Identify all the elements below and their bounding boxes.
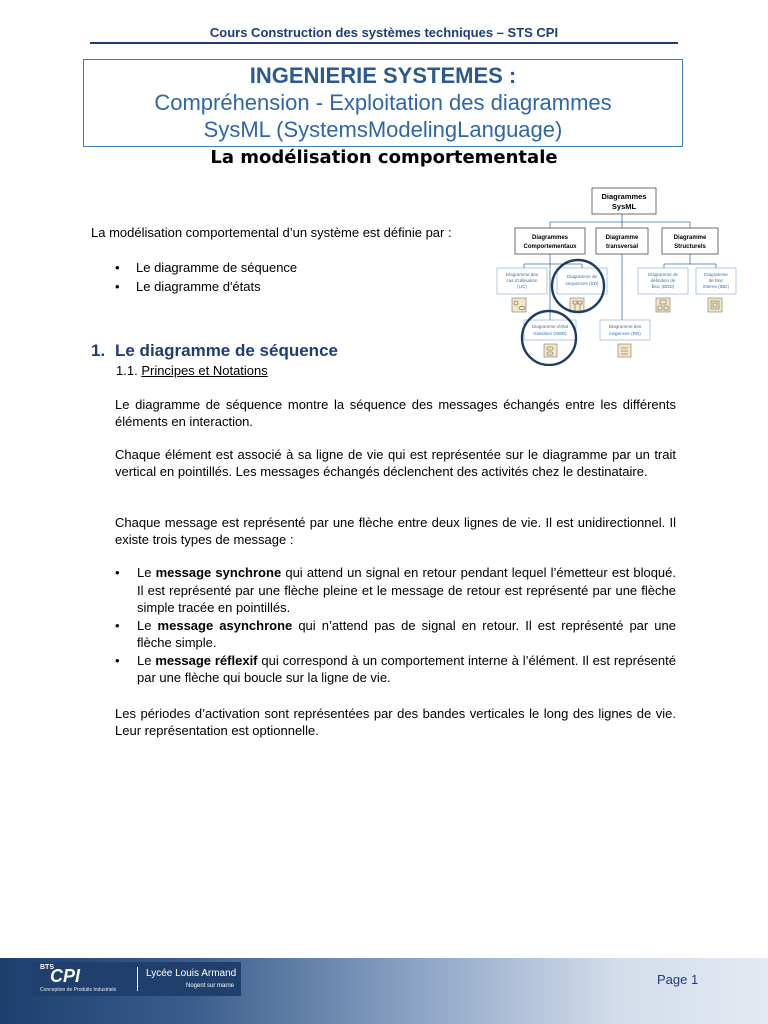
- svg-text:de bloc: de bloc: [708, 278, 724, 283]
- title-line-3: SysML (SystemsModelingLanguage): [203, 117, 563, 142]
- uc-diagram-icon: [512, 298, 526, 312]
- intro-text: La modélisation comportemental d’un système est définie par :: [91, 225, 452, 240]
- heading-sequence-diagram: [91, 341, 338, 361]
- rd-diagram-icon: [618, 344, 631, 357]
- title-line-2: Compréhension - Exploitation des diagrammes: [154, 90, 612, 115]
- message-type-item: • Le message asynchrone qui n’attend pas de signal en retour. Il est représenté par une flèche simple.: [115, 617, 676, 652]
- message-type-item: • Le message réflexif qui correspond à un comportement interne à l’élément. Il est représenté par une flèche qui boucle sur la ligne de vie.: [115, 652, 676, 687]
- diagram-category-structurels: [662, 228, 718, 254]
- root-label-2: SysML: [611, 202, 637, 211]
- svg-text:Diagrammes: Diagrammes: [531, 235, 569, 241]
- root-label-1: Diagrammes: [601, 192, 647, 201]
- subheading-principles: [116, 363, 268, 378]
- paragraph-2: Chaque élément est associé à sa ligne de vie qui est représentée sur le diagramme par un trait vertical en pointillés. Les messages échangés déclenchent des activités chez le destinataire.: [115, 447, 676, 479]
- svg-text:séquences (SD): séquences (SD): [565, 281, 599, 286]
- header-divider: [90, 42, 678, 44]
- logo-cpi-text: CPI: [50, 966, 81, 986]
- closing-paragraph: Les périodes d’activation sont représentées par des bandes verticales le long des lignes de vie. Leur représentation est optionnelle.: [115, 706, 676, 738]
- paragraph-1: Le diagramme de séquence montre la séquence des messages échangés entre les différents éléments en interaction.: [115, 397, 676, 429]
- course-header: Cours Construction des systèmes techniques – STS CPI: [209, 25, 559, 40]
- diagram-root-box: [592, 188, 656, 214]
- svg-text:Diagramme d'état: Diagramme d'état: [531, 324, 569, 329]
- intro-bullet-item: • Le diagramme de séquence: [115, 258, 297, 277]
- intro-bullet-item: • Le diagramme d'états: [115, 277, 297, 296]
- diagram-leaf-ibd: [696, 268, 736, 294]
- page-number: Page 1: [657, 972, 699, 987]
- svg-text:exigences (RD): exigences (RD): [609, 331, 641, 336]
- diagram-leaf-uc: [497, 268, 547, 294]
- logo-school-name: Lycée Louis Armand: [146, 968, 237, 979]
- sysml-diagram: [494, 180, 738, 366]
- title-main: INGENIERIE SYSTEMES :: [249, 63, 517, 88]
- logo-divider: [137, 967, 138, 991]
- section-heading: La modélisation comportementale: [210, 147, 558, 168]
- svg-text:Diagramme des: Diagramme des: [608, 324, 642, 329]
- heading-text: Le diagramme de séquence: [115, 341, 338, 360]
- diagram-category-comportementaux: [515, 228, 585, 254]
- smd-diagram-icon: [544, 344, 557, 357]
- svg-text:(UC): (UC): [517, 284, 527, 289]
- paragraph-3: Chaque message est représenté par une flèche entre deux lignes de vie. Il est unidirectionnel. Il existe trois types de message :: [115, 515, 676, 547]
- svg-text:définition de: définition de: [650, 278, 676, 283]
- svg-text:bloc (BDD): bloc (BDD): [651, 284, 675, 289]
- svg-text:Structurels: Structurels: [674, 244, 706, 250]
- subheading-text: Principes et Notations: [141, 363, 268, 378]
- message-type-list: [115, 564, 676, 687]
- intro-bullet-list: [115, 258, 297, 296]
- svg-text:Diagramme de: Diagramme de: [566, 274, 598, 279]
- diagram-category-transversal: [596, 228, 648, 254]
- diagram-leaf-rd: [600, 320, 650, 340]
- svg-text:transition (SMD): transition (SMD): [533, 331, 567, 336]
- svg-text:interne (IBD): interne (IBD): [702, 284, 730, 289]
- svg-text:Diagramme des: Diagramme des: [505, 272, 539, 277]
- svg-text:Comportementaux: Comportementaux: [523, 244, 577, 250]
- ibd-diagram-icon: [708, 298, 722, 312]
- bdd-diagram-icon: [656, 298, 670, 312]
- svg-text:Diagramme: Diagramme: [605, 235, 639, 241]
- logo-city: Nogent sur marne: [186, 983, 235, 989]
- heading-number: 1.: [91, 341, 106, 360]
- subheading-number: 1.1.: [116, 363, 138, 378]
- svg-text:Diagramme de: Diagramme de: [647, 272, 679, 277]
- svg-text:Diagramme: Diagramme: [673, 235, 707, 241]
- svg-text:cas d'utilisation: cas d'utilisation: [506, 278, 538, 283]
- svg-text:Diagramme: Diagramme: [704, 272, 728, 277]
- svg-text:transversal: transversal: [605, 244, 639, 250]
- title-box: [83, 59, 683, 147]
- diagram-leaf-smd: [524, 320, 576, 340]
- logo-tagline: Conception de Produits Industriels: [40, 987, 117, 993]
- message-type-item: • Le message synchrone qui attend un signal en retour pendant lequel l’émetteur est bloqué. Il est représenté par une flèche pleine et le message de retour est représenté par une flèche simple tracée en pointillés.: [115, 564, 676, 617]
- sd-diagram-icon: [570, 298, 584, 312]
- diagram-leaf-bdd: [638, 268, 688, 294]
- logo-bts-text: BTS: [40, 964, 54, 971]
